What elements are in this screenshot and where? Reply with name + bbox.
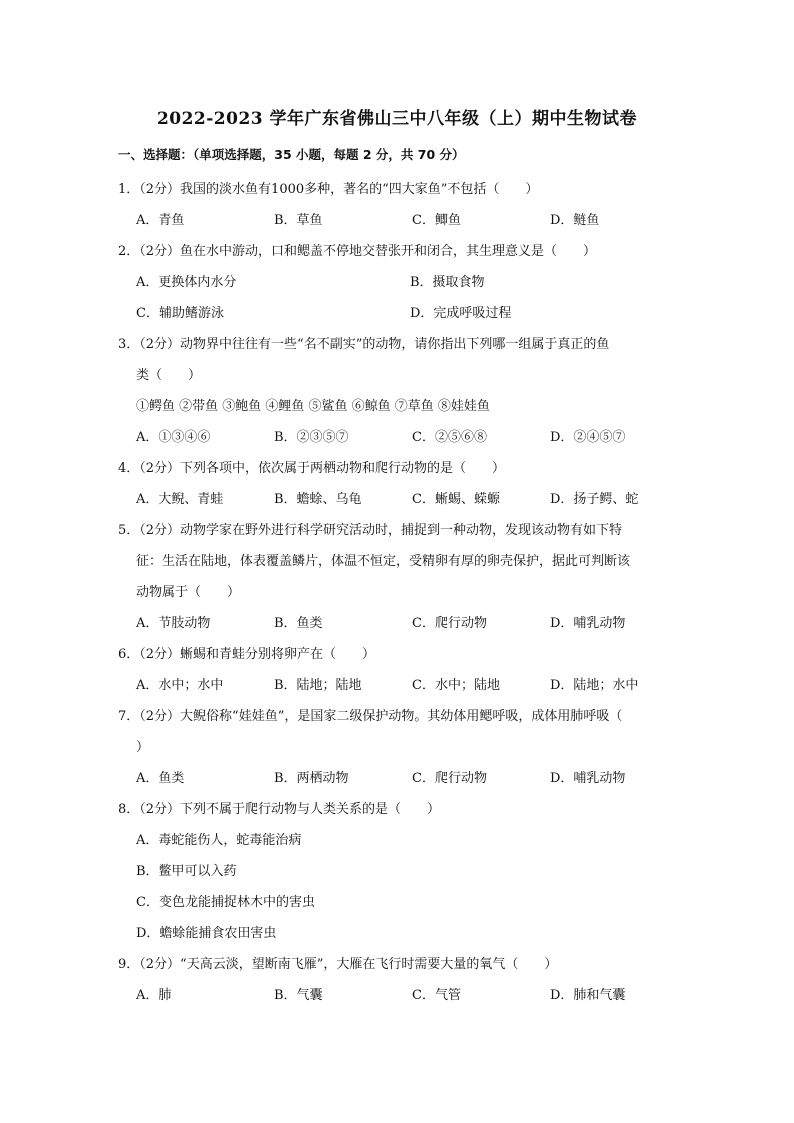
option-d: D．哺乳动物 (550, 616, 626, 631)
option-row (118, 267, 676, 298)
option-row (118, 298, 676, 329)
option-a: A．肺 (136, 988, 172, 1003)
option-c: C．②⑤⑥⑧ (412, 430, 487, 445)
option-d: D．完成呼吸过程 (410, 306, 512, 321)
option-d: D．陆地；水中 (550, 678, 639, 693)
option-c: C．鲫鱼 (412, 213, 461, 228)
exam-title: 2022-2023 学年广东省佛山三中八年级（上）期中生物试卷 (156, 109, 638, 129)
option-b: B．陆地；陆地 (274, 678, 362, 693)
question-9 (118, 949, 676, 1011)
question-stem: 7．（2分）大鲵俗称“娃娃鱼”，是国家二级保护动物。其幼体用鳃呼吸，成体用肺呼吸（ (118, 709, 623, 724)
option-row (118, 670, 676, 701)
option-a: A．①③④⑥ (136, 430, 211, 445)
option-a: A．水中；水中 (136, 678, 224, 693)
question-stem-continued: 类（ ） (136, 368, 202, 383)
question-5 (118, 515, 676, 639)
option-c: C．爬行动物 (412, 616, 487, 631)
question-stem: 1．（2分）我国的淡水鱼有1000多种，著名的“四大家鱼”不包括（ ） (118, 182, 539, 197)
option-c: C．水中；陆地 (412, 678, 500, 693)
question-stem: 8．（2分）下列不属于爬行动物与人类关系的是（ ） (118, 802, 441, 817)
option-row (118, 608, 676, 639)
option-d: D．蟾蜍能捕食农田害虫 (136, 926, 277, 941)
question-6 (118, 639, 676, 701)
question-2 (118, 236, 676, 329)
option-d: D．②④⑤⑦ (550, 430, 626, 445)
option-a: A．毒蛇能伤人，蛇毒能治病 (136, 833, 302, 848)
option-a: A．大鲵、青蛙 (136, 492, 224, 507)
option-a: A．节肢动物 (136, 616, 211, 631)
question-8 (118, 794, 676, 949)
question-1 (118, 174, 676, 236)
option-b: B．气囊 (274, 988, 323, 1003)
question-3 (118, 329, 676, 453)
question-stem-continued: 动物属于（ ） (136, 585, 241, 600)
question-stem: 4．（2分）下列各项中，依次属于两栖动物和爬行动物的是（ ） (118, 461, 506, 476)
question-stem: 3．（2分）动物界中往往有一些“名不副实”的动物，请你指出下列哪一组属于真正的鱼 (118, 337, 610, 352)
option-d: D．哺乳动物 (550, 771, 626, 786)
option-c: C．变色龙能捕捉林木中的害虫 (136, 895, 315, 910)
option-row (118, 484, 676, 515)
option-c: C．爬行动物 (412, 771, 487, 786)
option-row (118, 980, 676, 1011)
option-b: B．摄取食物 (410, 275, 485, 290)
option-b: B．草鱼 (274, 213, 323, 228)
option-d: D．鲢鱼 (550, 213, 600, 228)
option-c: C．气管 (412, 988, 461, 1003)
option-a: A．鱼类 (136, 771, 185, 786)
question-4 (118, 453, 676, 515)
option-b: B．②③⑤⑦ (274, 430, 349, 445)
option-a: A．更换体内水分 (136, 275, 237, 290)
question-stem: 2．（2分）鱼在水中游动，口和鳃盖不停地交替张开和闭合，其生理意义是（ ） (118, 244, 597, 259)
option-b: B．两栖动物 (274, 771, 349, 786)
question-stem: 9．（2分）“天高云淡，望断南飞雁”，大雁在飞行时需要大量的氧气（ ） (118, 957, 558, 972)
option-row (118, 205, 676, 236)
question-items: ①鳄鱼 ②带鱼 ③鲍鱼 ④鲤鱼 ⑤鲨鱼 ⑥鲸鱼 ⑦草鱼 ⑧娃娃鱼 (136, 399, 490, 414)
option-c: C．蜥蜴、蝾螈 (412, 492, 500, 507)
option-b: B．鳖甲可以入药 (136, 864, 237, 879)
option-row (118, 422, 676, 453)
option-b: B．鱼类 (274, 616, 323, 631)
option-b: B．蟾蜍、乌龟 (274, 492, 362, 507)
option-d: D．肺和气囊 (550, 988, 626, 1003)
question-stem-continued: 征：生活在陆地，体表覆盖鳞片，体温不恒定，受精卵有厚的卵壳保护，据此可判断该 (136, 554, 631, 569)
option-a: A．青鱼 (136, 213, 185, 228)
question-stem-continued: ） (136, 740, 150, 755)
option-c: C．辅助鳍游泳 (136, 306, 224, 321)
option-d: D．扬子鳄、蛇 (550, 492, 639, 507)
question-stem: 6．（2分）蜥蜴和青蛙分别将卵产在（ ） (118, 647, 376, 662)
question-7 (118, 701, 676, 794)
section-heading: 一、选择题：（单项选择题，35 小题，每题 2 分，共 70 分） (118, 147, 465, 162)
question-stem: 5．（2分）动物学家在野外进行科学研究活动时，捕捉到一种动物，发现该动物有如下特 (118, 523, 623, 538)
option-row (118, 763, 676, 794)
